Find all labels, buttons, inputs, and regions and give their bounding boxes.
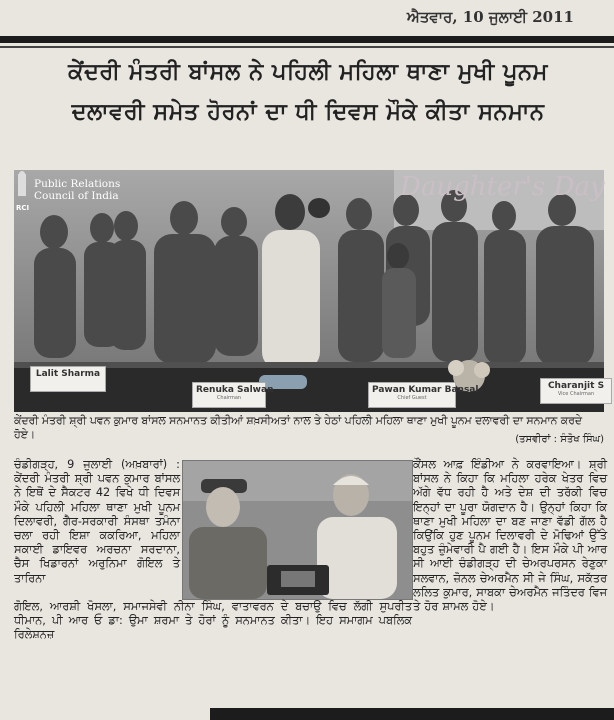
nameplate-title: Chairman [216,395,242,401]
nameplate-name: Pawan Kumar Bansal [372,385,479,395]
nameplate-name: Charanjit S [547,381,605,391]
award-photo [182,460,413,600]
header-rule-thin [0,46,614,48]
nameplate-pawan-kumar-bansal [368,382,479,408]
nameplate-title: Chief Guest [397,395,427,401]
article-text-right: ਕੌਂਸਲ ਆਫ਼ ਇੰਡੀਆ ਨੇ ਕਰਵਾਇਆ। ਸ਼੍ਰੀ ਬਾਂਸਲ ਨੇ ਕਿਹਾ ਕਿ ਮਹਿਲਾ ਹਰੇਕ ਖੇਤਰ ਵਿਚ ਅੱਗੇ ਵੱਧ ਰਹੀ ਹੈ ਅਤੇ ਦੇਸ਼ ਦੀ ਤਰੱਕੀ ਵਿਚ ਇਨ੍ਹਾਂ ਦਾ ਪੂਰਾ ਯੋਗਦਾਨ ਹੈ। ਉਨ੍ਹਾਂ ਕਿਹਾ ਕਿ ਥਾਣਾ ਮੁਖੀ ਮਹਿਲਾ ਦਾ ਬਣ ਜਾਣਾ ਵੱਡੀ ਗੱਲ ਹੈ ਕਿਉਂਕਿ ਹੁਣ ਪੂਨਮ ਦਿਲਾਵਰੀ ਦੇ ਮੋਢਿਆਂ ਉੱਤੇ ਬਹੁਤ ਜ਼ੁੰਮੇਵਾਰੀ ਪੈ ਗਈ ਹੈ। ਇਸ ਮੌਕੇ ਪੀ ਆਰ ਸੀ ਆਈ ਚੰਡੀਗੜ੍ਹ ਦੀ ਚੇਅਰਪਰਸਨ ਰੇਣੁਕਾ ਸਲਵਾਨ, ਜ਼ੋਨਲ ਚੇਅਰਮੈਨ ਸੀ ਜੇ ਸਿੰਘ, ਸਕੱਤਰ ਲਲਿਤ ਕੁਮਾਰ, ਸਾਬਕਾ ਚੇਅਰਮੈਨ ਜਤਿੰਦਰ ਵਿਜ ਤੇ ਹੋਰ ਸ਼ਾਮਲ ਹੋਏ। [413,458,607,614]
article-text-left-top: ਚੰਡੀਗੜ੍ਹ, 9 ਜੁਲਾਈ (ਅਖ਼ਬਾਰਾਂ) : ਕੇਂਦਰੀ ਮੰਤਰੀ ਸ਼੍ਰੀ ਪਵਨ ਕੁਮਾਰ ਬਾਂਸਲ ਨੇ ਇਥੋਂ ਦੇ ਸੈਕਟਰ 42 ਵਿਖੇ ਧੀ ਦਿਵਸ ਮੌਕੇ ਪਹਿਲੀ ਮਹਿਲਾ ਥਾਣਾ ਮੁਖੀ ਪੂਨਮ ਦਿਲਾਵਰੀ, ਗੈਰ-ਸਰਕਾਰੀ ਸੰਸਥਾ ਤਮੰਨਾ ਚਲਾ ਰਹੀ ਇਸ਼ਾ ਕਕਰਿਆ, ਮਹਿਲਾ ਸਕਾਈ ਡਾਇਵਰ ਅਰਚਨਾ ਸਰਦਾਨਾ, ਚੈਸ ਖਿਡਾਰਨਾਂ ਅਰੁਨਿਮਾ ਗੋਇਲ ਤੇ ਤਾਰਿਨਾ [14,458,180,585]
headline [12,52,604,132]
nameplate-charanjit [540,378,612,404]
header-rule [0,36,614,43]
footer-rule [210,708,614,720]
logo-line-2: Council of India [34,190,119,202]
headline-line-1: ਕੇਂਦਰੀ ਮੰਤਰੀ ਬਾਂਸਲ ਨੇ ਪਹਿਲੀ ਮਹਿਲਾ ਥਾਣਾ ਮੁਖੀ ਪੂਨਮ [68,59,548,85]
issue-date: ਐਤਵਾਰ, 10 ਜੁਲਾਈ 2011 [406,8,574,26]
article-text-left-bottom: ਗੋਇਲ, ਆਰਸ਼ੀ ਖੋਸਲਾ, ਸਮਾਜਸੇਵੀ ਨੀਨਾ ਸਿੰਘ, ਵਾਤਾਵਰਨ ਦੇ ਬਚਾਉ ਵਿਚ ਲੱਗੀ ਸੁਪਰੀਤ ਧੀਮਾਨ, ਪੀ ਆਰ ਓ ਡਾ: ਉਮਾ ਸ਼ਰਮਾ ਤੇ ਹੋਰਾਂ ਨੂੰ ਸਨਮਾਨਤ ਕੀਤਾ। ਇਹ ਸਮਾਗਮ ਪਬਲਿਕ ਰਿਲੇਸ਼ਨਜ਼ [14,600,412,642]
headline-line-2: ਦਲਾਵਰੀ ਸਮੇਤ ਹੋਰਨਾਂ ਦਾ ਧੀ ਦਿਵਸ ਮੌਕੇ ਕੀਤਾ ਸਨਮਾਨ [71,99,545,125]
logo-line-1: Public Relations [34,178,121,190]
nameplate-lalit-sharma [30,366,106,392]
award-photo-illustration [183,461,412,599]
daughters-day-banner: Daughter's Day [400,172,605,202]
nameplate-name: Lalit Sharma [35,369,101,379]
photo-credit: (ਤਸਵੀਰਾਂ : ਸੰਤੋਖ ਸਿੰਘ) [515,434,604,445]
logo-abbr: RCI [16,204,30,212]
nameplate-name: Renuka Salwan [196,385,274,395]
nameplate-title: Vice Chairman [557,391,595,397]
nameplate-renuka-salwan [192,382,274,408]
photo-caption: ਕੇਂਦਰੀ ਮੰਤਰੀ ਸ਼੍ਰੀ ਪਵਨ ਕੁਮਾਰ ਬਾਂਸਲ ਸਨਮਾਨਤ ਕੀਤੀਆਂ ਸ਼ਖ਼ਸੀਅਤਾਂ ਨਾਲ ਤੇ ਹੇਠਾਂ ਪਹਿਲੀ ਮਹਿਲਾ ਥਾਣਾ ਮੁਖੀ ਪੂਨਮ ਦਲਾਵਰੀ ਦਾ ਸਨਮਾਨ ਕਰਦੇ ਹੋਏ। [14,414,582,441]
prci-logo-text [34,178,120,202]
